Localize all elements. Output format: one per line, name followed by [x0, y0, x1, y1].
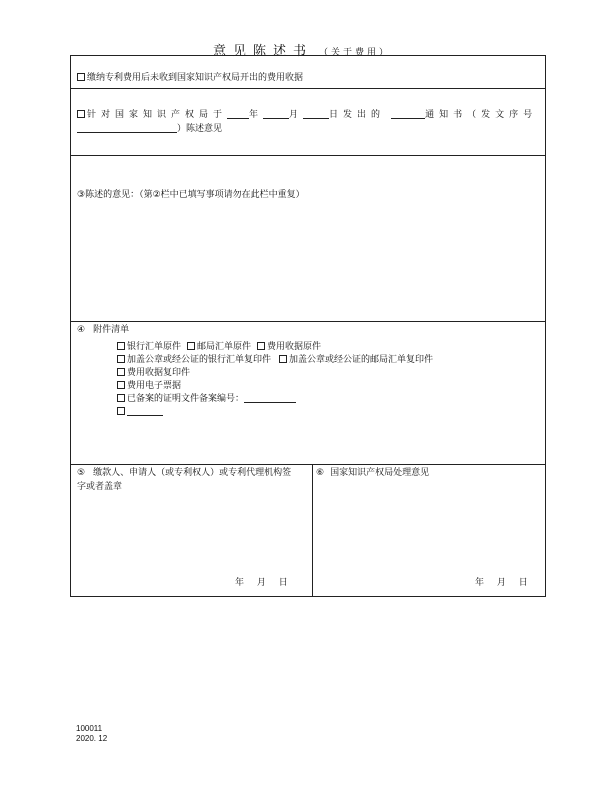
attachment-bank-remit: 银行汇单原件: [127, 342, 182, 352]
checkbox[interactable]: [257, 342, 265, 350]
divider: [71, 88, 545, 89]
attachment-bank-copy: 加盖公章或经公证的银行汇单复印件: [127, 355, 272, 365]
attachment-receipt-copy: 费用收据复印件: [127, 368, 191, 378]
attachments-row: [117, 405, 163, 419]
checkbox[interactable]: [77, 73, 85, 81]
checkbox[interactable]: [117, 355, 125, 363]
signature-text-line1: 缴款人、申请人（或专利权人）或专利代理机构签: [93, 468, 292, 478]
opinion-label: ③陈述的意见：（第②栏中已填写事项请勿在此栏中重复）: [77, 190, 305, 200]
form-subtitle: （关于费用）: [319, 48, 392, 58]
attachment-postal-remit: 邮局汇单原件: [197, 342, 252, 352]
section-4-number: ④: [77, 325, 86, 335]
notice-prefix: 针对国家知识产权局于: [87, 110, 228, 120]
signature-date: 年 月 日: [235, 578, 293, 588]
divider: [71, 464, 545, 465]
attachment-filed-cert: 已备案的证明文件备案编号：: [127, 394, 245, 404]
section-1: [77, 71, 303, 85]
checkbox[interactable]: [117, 394, 125, 402]
section-6-number: ⑥: [316, 468, 325, 478]
checkbox[interactable]: [117, 342, 125, 350]
attachments-row: [117, 340, 321, 354]
day-label: 日发出的: [329, 110, 386, 120]
month-field[interactable]: [263, 109, 289, 119]
office-opinion-label: [316, 466, 429, 480]
divider: [71, 321, 545, 322]
serial-number-field[interactable]: [77, 123, 177, 133]
month-label: 月: [289, 110, 304, 120]
checkbox[interactable]: [117, 407, 125, 415]
attachments-heading: [77, 323, 129, 337]
checkbox[interactable]: [117, 368, 125, 376]
checkbox[interactable]: [77, 110, 85, 118]
year-field[interactable]: [227, 109, 249, 119]
notice-suffix: ）陈述意见: [177, 124, 223, 134]
section-2-line1: [77, 108, 537, 122]
checkbox[interactable]: [117, 381, 125, 389]
filing-number-field[interactable]: [244, 393, 296, 403]
checkbox[interactable]: [187, 342, 195, 350]
year-label: 年: [249, 110, 264, 120]
attachments-title: 附件清单: [93, 325, 130, 335]
form-title: 意见陈述书: [212, 44, 313, 59]
signature-label: [77, 466, 291, 480]
form-version: 2020. 12: [76, 734, 108, 743]
notice-type-field[interactable]: [391, 109, 425, 119]
form-code: 100011: [76, 724, 103, 733]
notice-label: 通知书（发文序号: [425, 110, 538, 120]
day-field[interactable]: [303, 109, 329, 119]
attachment-postal-copy: 加盖公章或经公证的邮局汇单复印件: [289, 355, 434, 365]
attachment-e-receipt: 费用电子票据: [127, 381, 182, 391]
statement-form: [70, 55, 546, 597]
office-opinion-text: 国家知识产权局处理意见: [330, 468, 430, 478]
attachments-row: [117, 379, 181, 393]
other-attachment-field[interactable]: [127, 406, 163, 416]
section-2-line2: [77, 122, 222, 136]
section-5-number: ⑤: [77, 468, 86, 478]
attachments-row: [117, 353, 433, 367]
checkbox[interactable]: [279, 355, 287, 363]
form-footer: [76, 724, 107, 744]
attachment-receipt-original: 费用收据原件: [267, 342, 322, 352]
attachments-row: [117, 392, 296, 406]
attachments-row: [117, 366, 190, 380]
no-receipt-option: 缴纳专利费用后未收到国家知识产权局开出的费用收据: [87, 73, 304, 83]
signature-text-line2: 字或者盖章: [77, 482, 123, 492]
divider: [71, 155, 545, 156]
column-divider: [312, 464, 313, 596]
office-date: 年 月 日: [475, 578, 533, 588]
